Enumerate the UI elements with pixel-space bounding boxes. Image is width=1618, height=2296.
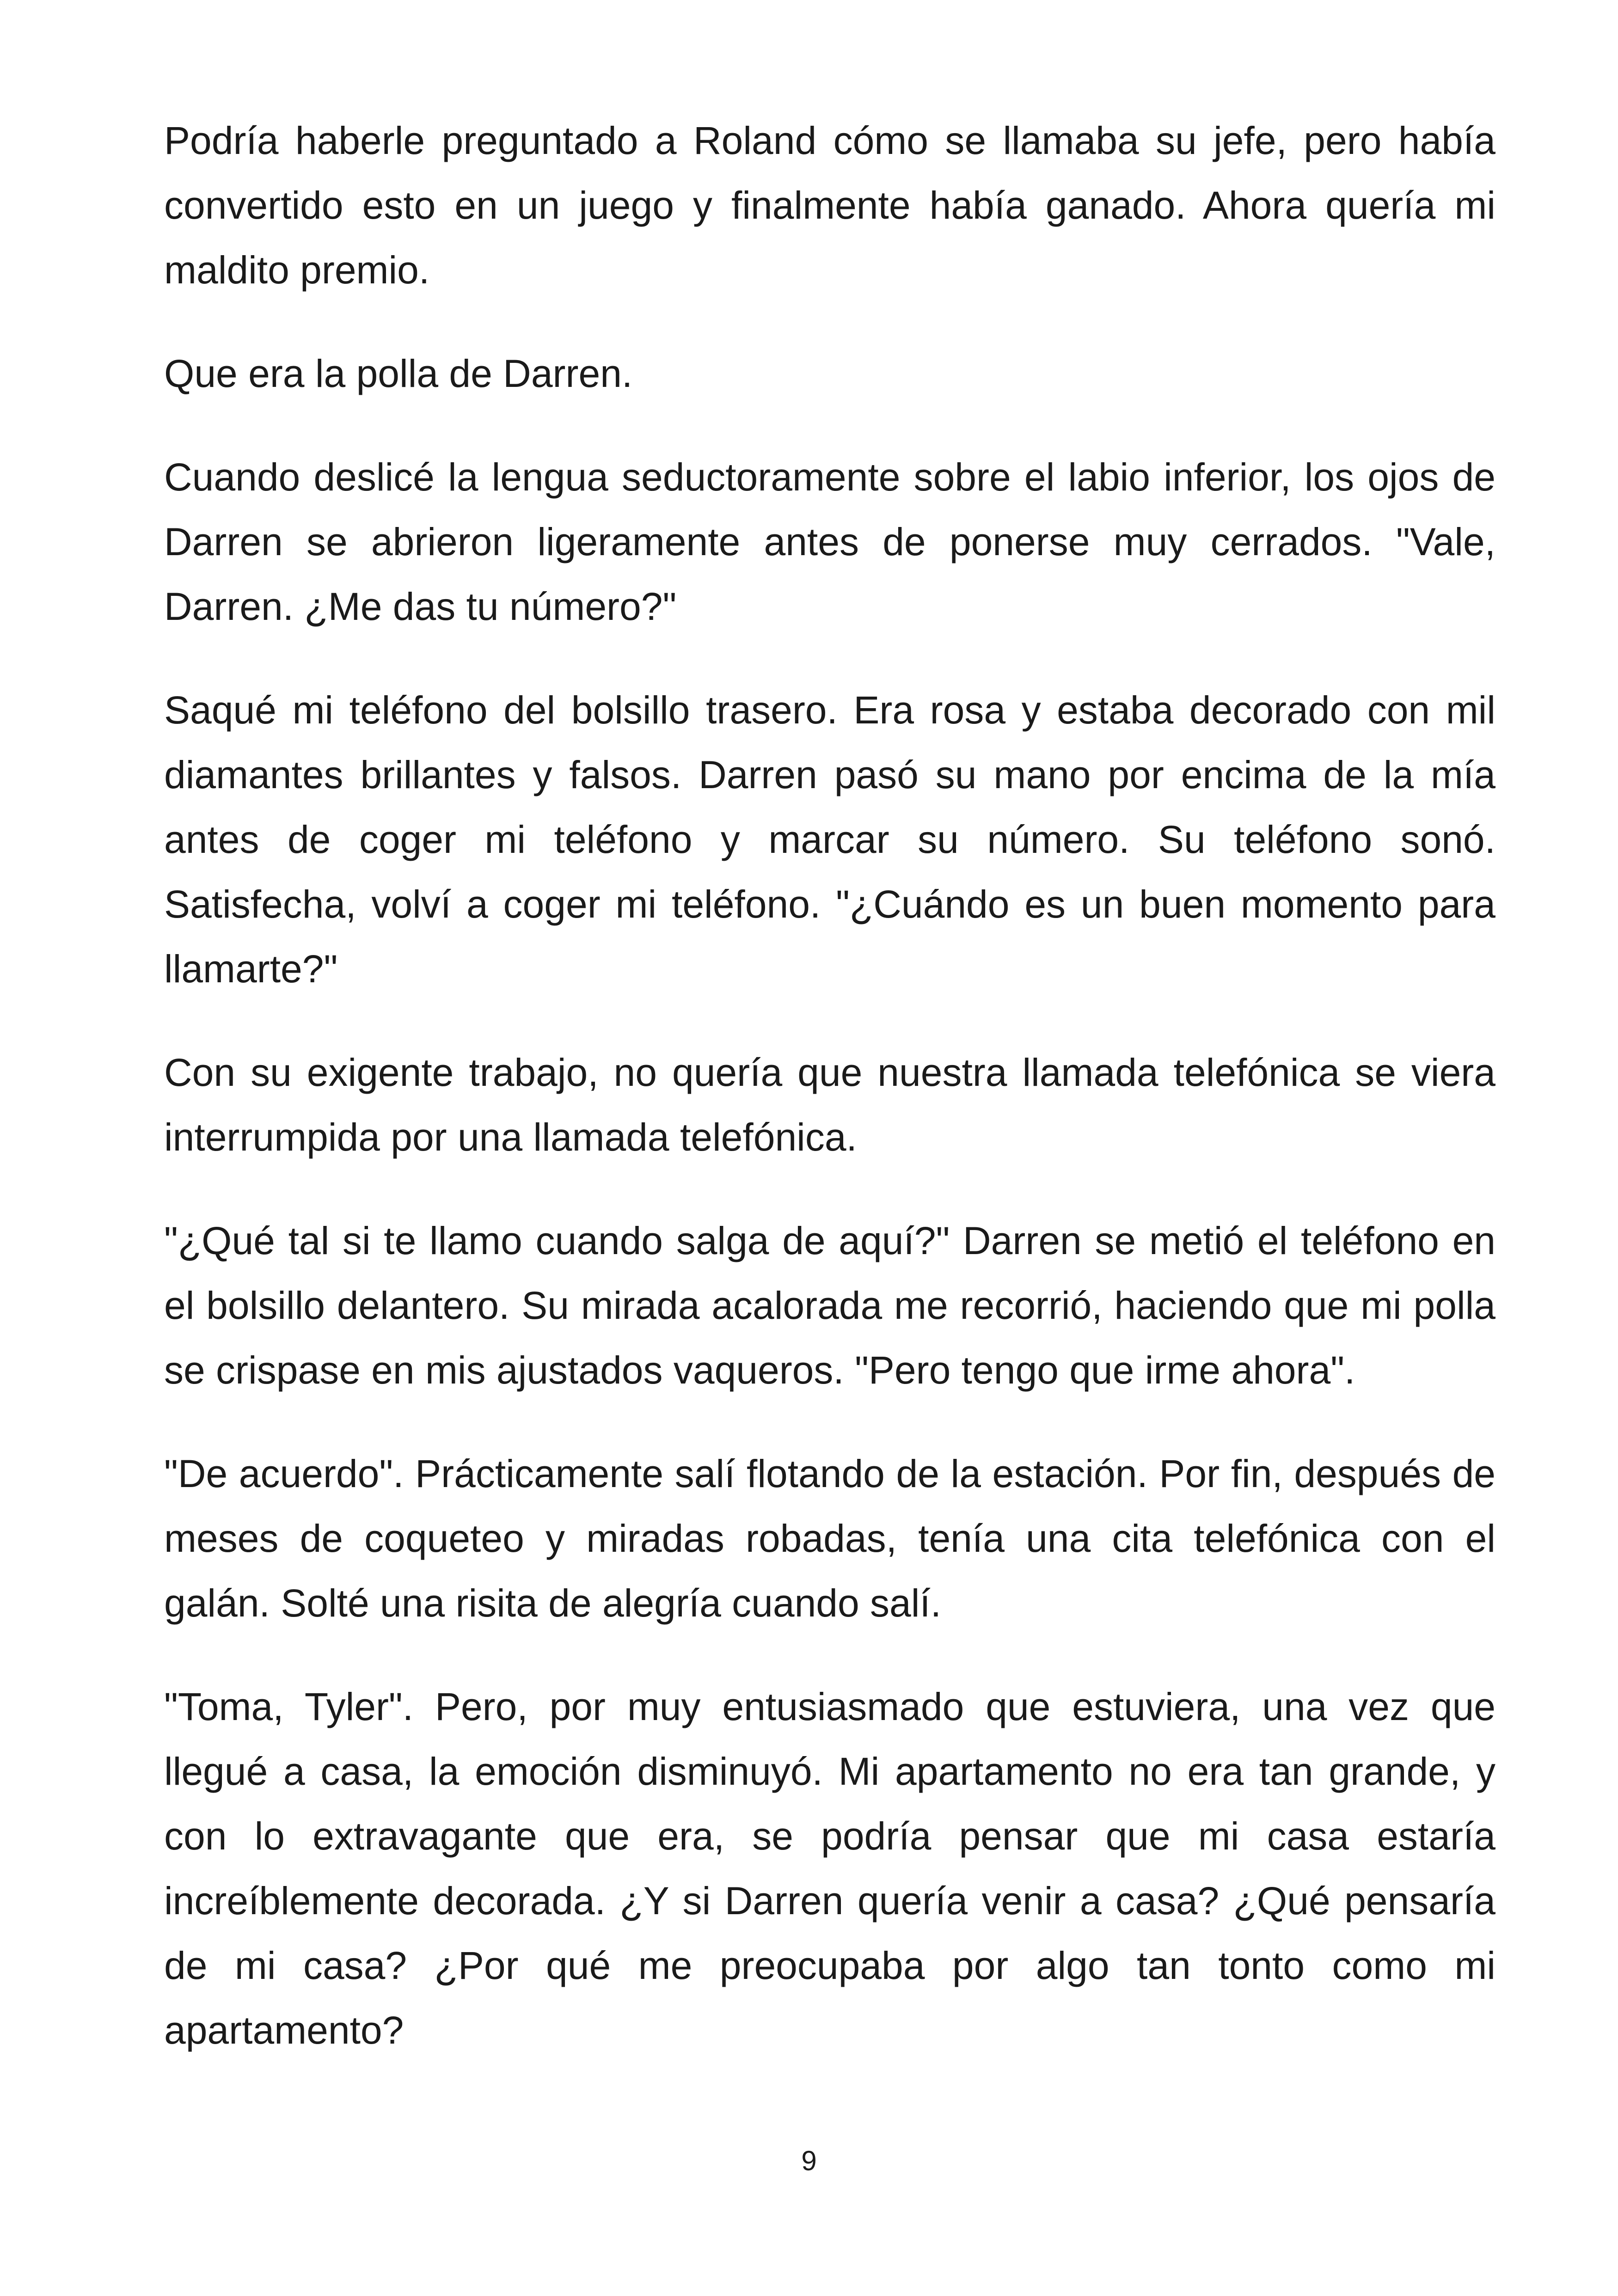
paragraph-7: "De acuerdo". Prácticamente salí flotando de la estación. Por fin, después de meses de coqueteo y miradas robadas, tenía una cita telefónica con el galán. Solté una risita de alegría cuando salí.: [164, 1452, 1495, 1625]
paragraph-5: Con su exigente trabajo, no quería que nuestra llamada telefónica se viera interrumpida por una llamada telefónica.: [164, 1051, 1495, 1159]
body-text: [164, 108, 1495, 2101]
paragraph-2: Que era la polla de Darren.: [164, 352, 633, 395]
paragraph-3: Cuando deslicé la lengua seductoramente sobre el labio inferior, los ojos de Darren se abrieron ligeramente antes de ponerse muy cerrados. "Vale, Darren. ¿Me das tu número?": [164, 455, 1495, 628]
paragraph-4: Saqué mi teléfono del bolsillo trasero. Era rosa y estaba decorado con mil diamantes brillantes y falsos. Darren pasó su mano por encima de la mía antes de coger mi teléfono y marcar su número. Su teléfono sonó. Satisfecha, volví a coger mi teléfono. "¿Cuándo es un buen momento para llamarte?": [164, 688, 1495, 991]
paragraph-8: "Toma, Tyler". Pero, por muy entusiasmado que estuviera, una vez que llegué a casa, la emoción disminuyó. Mi apartamento no era tan grande, y con lo extravagante que era, se podría pensar que mi casa estaría increíblemente decorada. ¿Y si Darren quería venir a casa? ¿Qué pensaría de mi casa? ¿Por qué me preocupaba por algo tan tonto como mi apartamento?: [164, 1685, 1495, 2052]
paragraph-6: "¿Qué tal si te llamo cuando salga de aquí?" Darren se metió el teléfono en el bolsillo delantero. Su mirada acalorada me recorrió, haciendo que mi polla se crispase en mis ajustados vaqueros. "Pero tengo que irme ahora".: [164, 1219, 1495, 1392]
paragraph-1: Podría haberle preguntado a Roland cómo se llamaba su jefe, pero había convertido esto en un juego y finalmente había ganado. Ahora quería mi maldito premio.: [164, 119, 1495, 292]
page-number: 9: [801, 2145, 817, 2176]
